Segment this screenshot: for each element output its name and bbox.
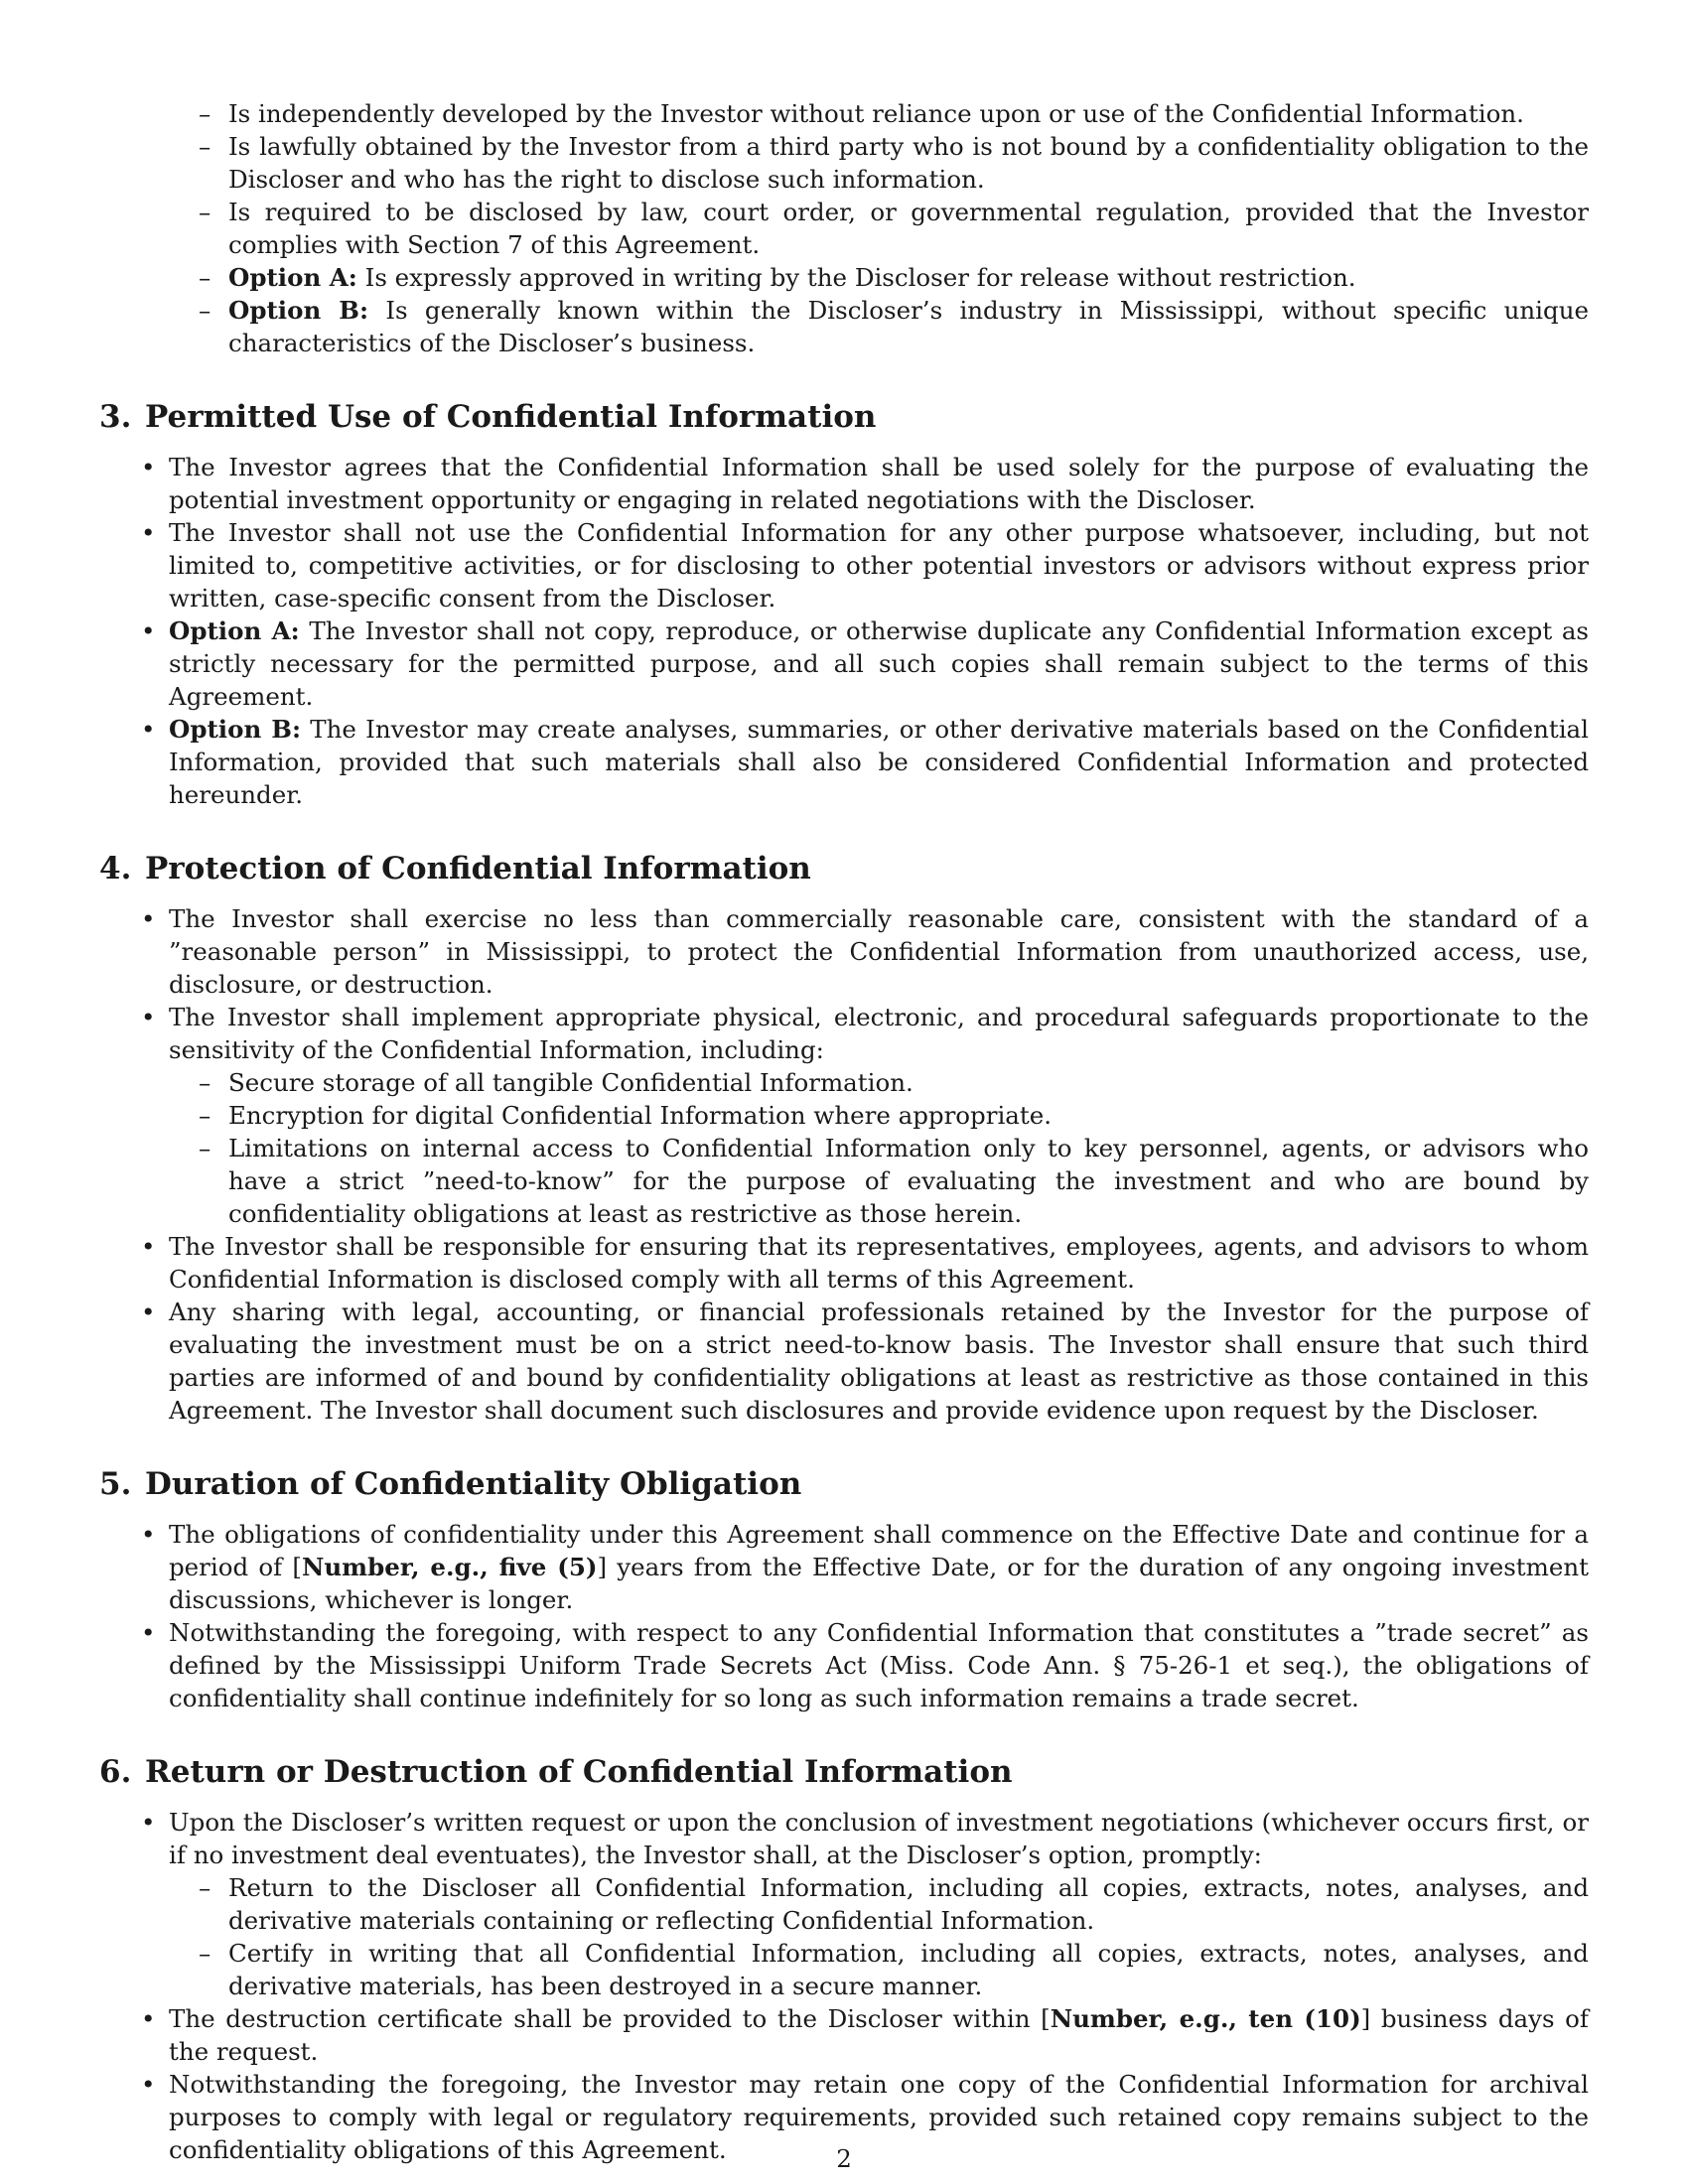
placeholder-term: Number, e.g., five (5) — [301, 1553, 598, 1581]
section-heading-4: 4. Protection of Confidential Information — [99, 851, 811, 887]
section-4-list — [99, 902, 1589, 1427]
list-item: • Notwithstanding the foregoing, with respect to any Confidential Information that constitutes a ”trade secret” as defined by the Mississippi Uniform Trade Secrets Act (Miss. Code Ann. § 75-26-1 et seq.), the obligations of confidentiality shall continue indefinitely for so long as such information remains a trade secret. — [99, 1616, 1589, 1714]
section-3-list — [99, 451, 1589, 811]
sub-list-item: – Return to the Discloser all Confidential Information, including all copies, extracts, notes, analyses, and derivative materials containing or reflecting Confidential Information. — [169, 1871, 1589, 1937]
list-item: – Option A: Is expressly approved in writing by the Discloser for release without restriction. — [99, 261, 1589, 294]
list-item: – Option B: Is generally known within the Discloser’s industry in Mississippi, without specific unique characteristics of the Discloser’s business. — [99, 294, 1589, 359]
list-item: – Is required to be disclosed by law, court order, or governmental regulation, provided that the Investor complies with Section 7 of this Agreement. — [99, 196, 1589, 261]
list-item: • The Investor shall implement appropriate physical, electronic, and procedural safeguards proportionate to the sensitivity of the Confidential Information, including: – Secure storage of all tangible Confidential Information. – Encryption for digital Confidential Information where appropriate. – Limitations on internal access to Confidential Information only to key personnel, agents, or advisors who have a strict ”need-to-know” for the purpose of evaluating the investment and who are bound by confidentiality obligations at least as restrictive as those herein. — [99, 1001, 1589, 1230]
list-item: • The Investor shall be responsible for ensuring that its representatives, employees, agents, and advisors to whom Confidential Information is disclosed comply with all terms of this Agreement. — [99, 1230, 1589, 1296]
list-item: • The obligations of confidentiality under this Agreement shall commence on the Effective Date and continue for a period of [Number, e.g., five (5)] years from the Effective Date, or for the duration of any ongoing investment discussions, whichever is longer. — [99, 1518, 1589, 1616]
sub-list-item: – Certify in writing that all Confidential Information, including all copies, extracts, notes, analyses, and derivative materials, has been destroyed in a secure manner. — [169, 1937, 1589, 2002]
sub-list-item: – Limitations on internal access to Confidential Information only to key personnel, agents, or advisors who have a strict ”need-to-know” for the purpose of evaluating the investment and who are bound by confidentiality obligations at least as restrictive as those herein. — [169, 1132, 1589, 1230]
section-6-list — [99, 1806, 1589, 2166]
section-heading-5: 5. Duration of Confidentiality Obligation — [99, 1466, 802, 1502]
sub-list — [169, 1871, 1589, 2002]
list-item: – Is lawfully obtained by the Investor from a third party who is not bound by a confidentiality obligation to the Discloser and who has the right to disclose such information. — [99, 130, 1589, 196]
section-heading-6: 6. Return or Destruction of Confidential Information — [99, 1754, 1013, 1790]
list-item: • Option A: The Investor shall not copy, reproduce, or otherwise duplicate any Confidential Information except as strictly necessary for the permitted purpose, and all such copies shall remain subject to the terms of this Agreement. — [99, 614, 1589, 713]
page-number: 2 — [836, 2144, 852, 2173]
list-item: • Upon the Discloser’s written request or upon the conclusion of investment negotiations (whichever occurs first, or if no investment deal eventuates), the Investor shall, at the Discloser’s option, promptly: – Return to the Discloser all Confidential Information, including all copies, extracts, notes, analyses, and derivative materials containing or reflecting Confidential Information. – Certify in writing that all Confidential Information, including all copies, extracts, notes, analyses, and derivative materials, has been destroyed in a secure manner. — [99, 1806, 1589, 2002]
option-label: Option A: — [169, 616, 300, 645]
carryover-list — [99, 97, 1589, 359]
document-page — [99, 97, 1589, 2166]
list-item: • Notwithstanding the foregoing, the Investor may retain one copy of the Confidential Information for archival purposes to comply with legal or regulatory requirements, provided such retained copy remains subject to the confidentiality obligations of this Agreement. — [99, 2068, 1589, 2166]
sub-list-item: – Encryption for digital Confidential Information where appropriate. — [169, 1099, 1589, 1132]
list-item: • The destruction certificate shall be provided to the Discloser within [Number, e.g., ten (10)] business days of the request. — [99, 2002, 1589, 2068]
sub-list-item: – Secure storage of all tangible Confidential Information. — [169, 1066, 1589, 1099]
section-heading-3: 3. Permitted Use of Confidential Information — [99, 399, 877, 435]
list-item: • The Investor shall exercise no less than commercially reasonable care, consistent with the standard of a ”reasonable person” in Mississippi, to protect the Confidential Information from unauthorized access, use, disclosure, or destruction. — [99, 902, 1589, 1001]
list-item: • Any sharing with legal, accounting, or financial professionals retained by the Investor for the purpose of evaluating the investment must be on a strict need-to-know basis. The Investor shall ensure that such third parties are informed of and bound by confidentiality obligations at least as restrictive as those contained in this Agreement. The Investor shall document such disclosures and provide evidence upon request by the Discloser. — [99, 1296, 1589, 1427]
list-item: • The Investor shall not use the Confidential Information for any other purpose whatsoever, including, but not limited to, competitive activities, or for disclosing to other potential investors or advisors without express prior written, case-specific consent from the Discloser. — [99, 516, 1589, 614]
option-label: Option B: — [169, 715, 302, 744]
section-5-list — [99, 1518, 1589, 1714]
placeholder-term: Number, e.g., ten (10) — [1050, 2004, 1361, 2033]
option-label: Option B: — [228, 296, 369, 325]
sub-list — [169, 1066, 1589, 1230]
list-item: – Is independently developed by the Investor without reliance upon or use of the Confidential Information. — [99, 97, 1589, 130]
list-item: • Option B: The Investor may create analyses, summaries, or other derivative materials based on the Confidential Information, provided that such materials shall also be considered Confidential Information and protected hereunder. — [99, 713, 1589, 811]
option-label: Option A: — [228, 263, 357, 292]
list-item: • The Investor agrees that the Confidential Information shall be used solely for the purpose of evaluating the potential investment opportunity or engaging in related negotiations with the Discloser. — [99, 451, 1589, 516]
